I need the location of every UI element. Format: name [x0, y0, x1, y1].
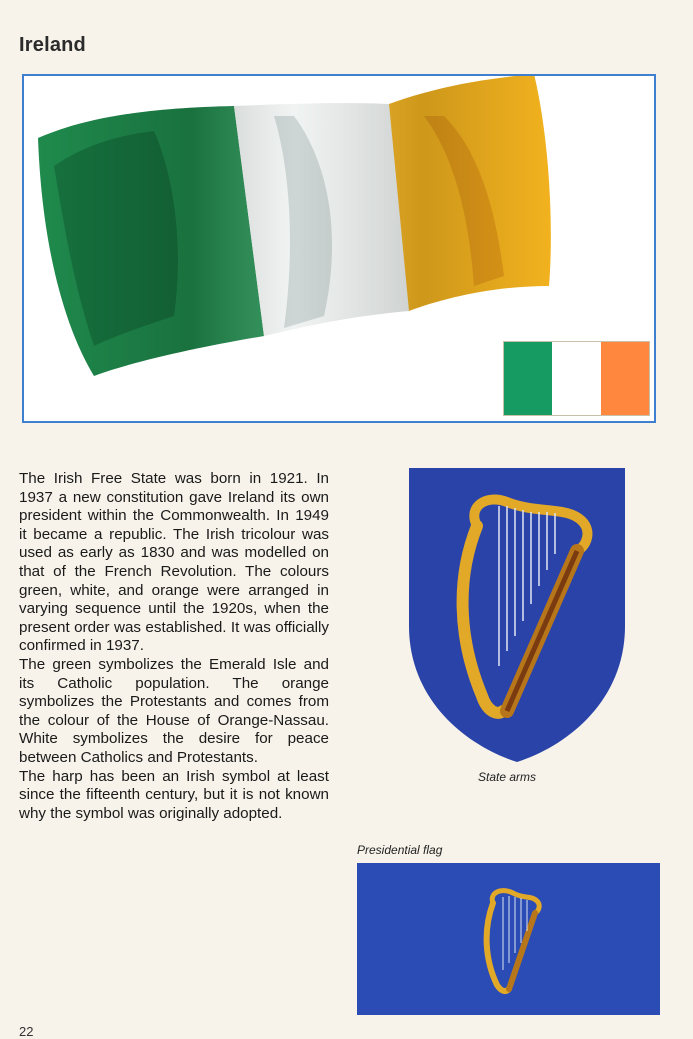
paragraph-harp: The harp has been an Irish symbol at least since the fifteenth century, but it is not known why the symbol was originally adopted. — [19, 767, 329, 822]
green-band — [504, 342, 552, 415]
paragraph-history: The Irish Free State was born in 1921. In 1937 a new constitution gave Ireland its own president within the Commonwealth. In 1949 it became a republic. The Irish tricolour was used as early as 1830 and was modelled on that of the French Revolution. The colours green, white, and orange were arranged in varying sequence until the 1920s, when the present order was established. It was officially confirmed in 1937. — [19, 470, 329, 655]
white-band — [552, 342, 600, 415]
orange-band — [601, 342, 649, 415]
presidential-harp-icon — [357, 863, 660, 1015]
presidential-flag — [357, 863, 660, 1015]
flag-illustration-panel — [22, 74, 656, 423]
state-arms-shield — [407, 466, 627, 766]
paragraph-symbolism: The green symbolizes the Emerald Isle and its Catholic population. The orange symbolizes the Protestants and comes from the colour of the House of Orange-Nassau. White symbolizes the desire for peace between Catholics and Protestants. — [19, 655, 329, 766]
state-arms-caption: State arms — [478, 770, 537, 784]
page-title: Ireland — [19, 34, 86, 56]
page-number: 22 — [19, 1024, 34, 1039]
tricolour-flag-swatch — [503, 341, 650, 416]
article-text — [19, 470, 329, 823]
presidential-flag-caption: Presidential flag — [357, 843, 443, 857]
